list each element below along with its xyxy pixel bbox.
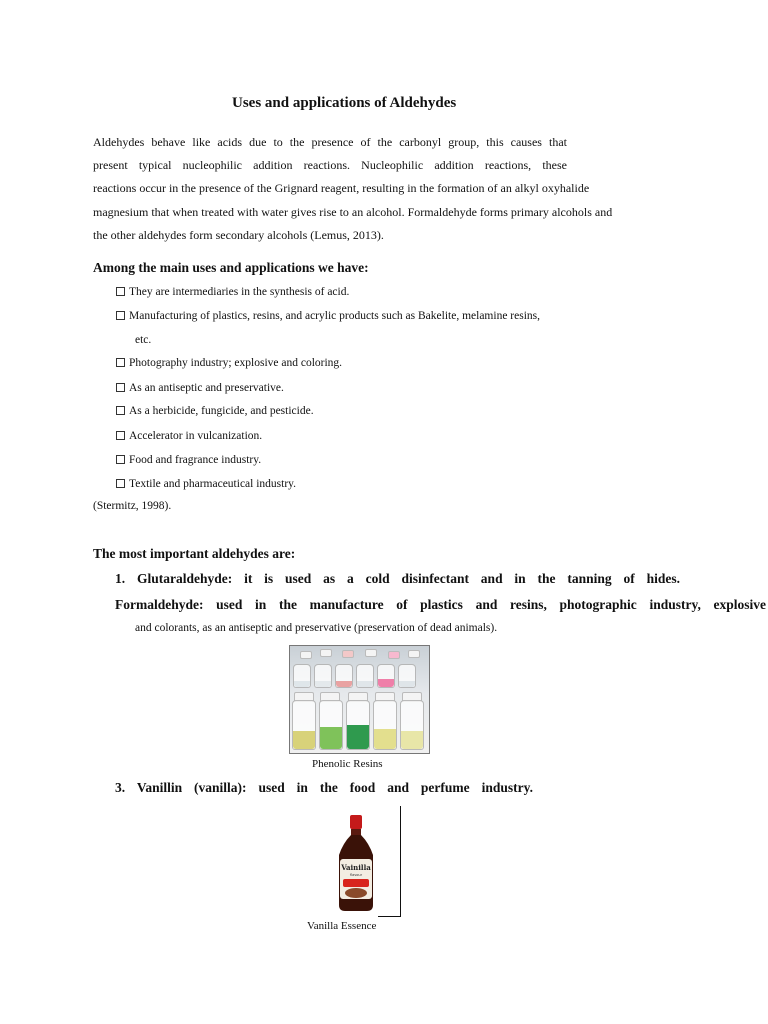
use-item: As a herbicide, fungicide, and pesticide. bbox=[116, 405, 314, 417]
use-item: As an antiseptic and preservative. bbox=[116, 382, 284, 394]
important-item-3: 3. Vanillin (vanilla): used in the food and perfume industry. bbox=[115, 780, 533, 795]
intro-line-5: the other aldehydes form secondary alcohols (Lemus, 2013). bbox=[93, 228, 384, 242]
important-item-2: Formaldehyde: used in the manufacture of plastics and resins, photographic industry, explosive bbox=[115, 597, 766, 612]
image-frame-line bbox=[378, 916, 401, 917]
vanilla-label-text: Vainilla bbox=[341, 863, 371, 872]
checkbox-glyph-icon bbox=[116, 431, 125, 440]
checkbox-glyph-icon bbox=[116, 311, 125, 320]
use-item: Accelerator in vulcanization. bbox=[116, 430, 262, 442]
intro-line-3: reactions occur in the presence of the Grignard reagent, resulting in the formation of an alkyl oxyhalide bbox=[93, 181, 590, 195]
checkbox-glyph-icon bbox=[116, 479, 125, 488]
intro-line-4: magnesium that when treated with water gives rise to an alcohol. Formaldehyde forms primary alcohols and bbox=[93, 205, 613, 219]
important-item-2-continuation: and colorants, as an antiseptic and preservative (preservation of dead animals). bbox=[135, 622, 498, 634]
important-item-1: 1. Glutaraldehyde: it is used as a cold disinfectant and in the tanning of hides. bbox=[115, 571, 680, 586]
phenolic-resins-caption: Phenolic Resins bbox=[312, 758, 383, 770]
uses-heading: Among the main uses and applications we have: bbox=[93, 260, 369, 275]
checkbox-glyph-icon bbox=[116, 383, 125, 392]
use-item: Textile and pharmaceutical industry. bbox=[116, 478, 296, 490]
important-heading: The most important aldehydes are: bbox=[93, 546, 296, 561]
page-title: Uses and applications of Aldehydes bbox=[232, 95, 457, 111]
vanilla-essence-photo bbox=[333, 813, 379, 913]
intro-line-2: present typical nucleophilic addition reactions. Nucleophilic addition reactions, these bbox=[93, 158, 567, 172]
use-item: Food and fragrance industry. bbox=[116, 454, 261, 466]
intro-line-1: Aldehydes behave like acids due to the presence of the carbonyl group, this causes that bbox=[93, 135, 567, 149]
checkbox-glyph-icon bbox=[116, 287, 125, 296]
citation: (Stermitz, 1998). bbox=[93, 500, 172, 512]
checkbox-glyph-icon bbox=[116, 358, 125, 367]
use-item: They are intermediaries in the synthesis of acid. bbox=[116, 286, 349, 298]
image-frame-line bbox=[400, 806, 401, 917]
phenolic-resins-photo bbox=[289, 645, 430, 754]
use-item-continuation: etc. bbox=[135, 334, 152, 346]
vanilla-label-sub: flavour bbox=[349, 873, 363, 877]
use-item: Manufacturing of plastics, resins, and acrylic products such as Bakelite, melamine resins, bbox=[116, 310, 540, 322]
checkbox-glyph-icon bbox=[116, 455, 125, 464]
vanilla-essence-caption: Vanilla Essence bbox=[307, 920, 377, 932]
checkbox-glyph-icon bbox=[116, 406, 125, 415]
use-item: Photography industry; explosive and coloring. bbox=[116, 357, 342, 369]
